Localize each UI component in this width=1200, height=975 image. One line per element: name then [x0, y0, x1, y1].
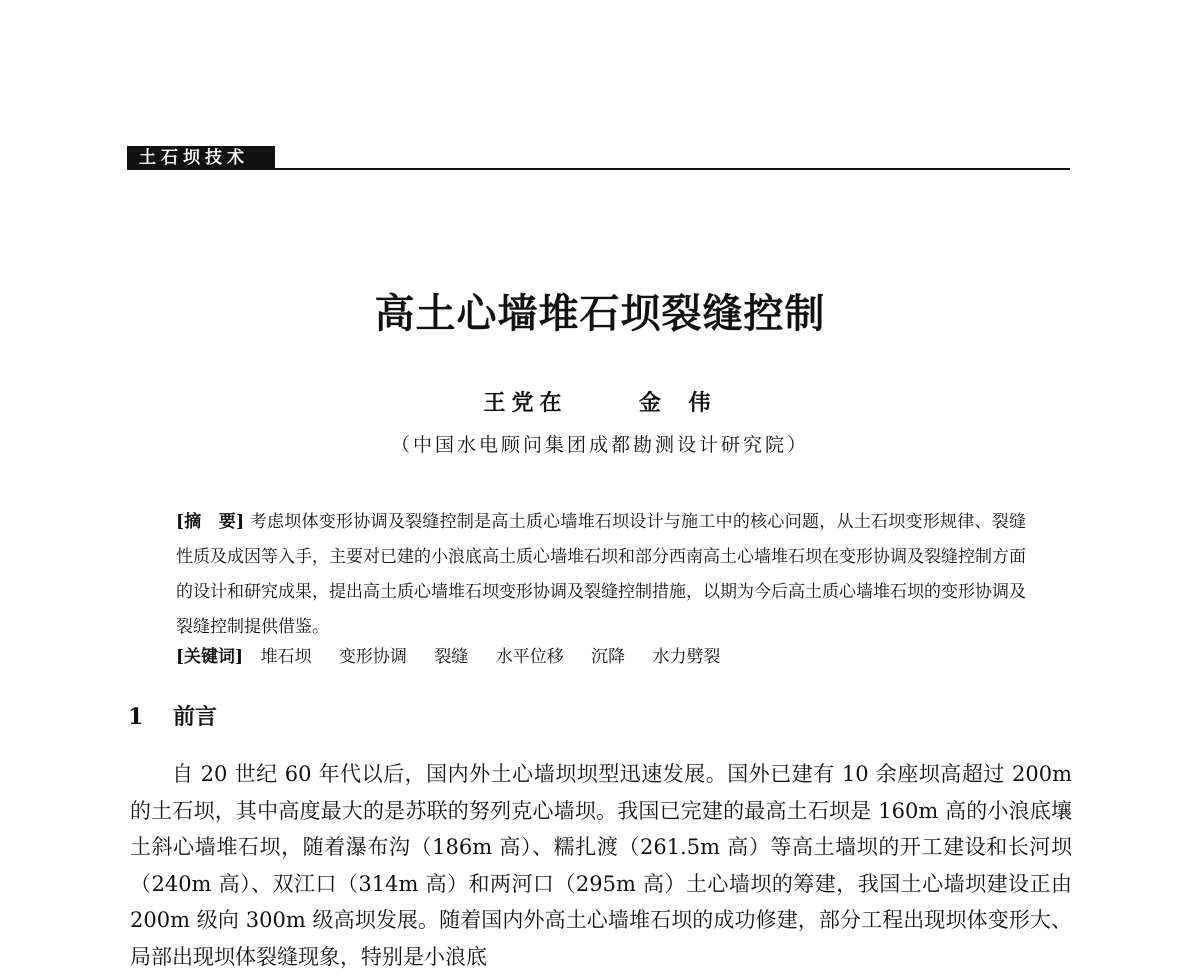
section-tag: 土石坝技术 [127, 146, 275, 170]
body-paragraph: 自 20 世纪 60 年代以后，国内外土心墙坝坝型迅速发展。国外已建有 10 余座坝高超过 200m 的土石坝，其中高度最大的是苏联的努列克心墙坝。我国已完建的最高土石坝是 160m 高的小浪底壤土斜心墙堆石坝，随着瀑布沟（186m 高）、糯扎渡（261.5m 高）等高土墙坝的开工建设和长河坝（240m 高）、双江口（314m 高）和两河口（295m 高）土心墙坝的筹建，我国土心墙坝建设正由 200m 级向 300m 级高坝发展。随着国内外高土心墙堆石坝的成功修建，部分工程出现坝体变形大、局部出现坝体裂缝现象，特别是小浪底 [130, 762, 1072, 969]
keywords [176, 643, 743, 671]
abstract-text: 考虑坝体变形协调及裂缝控制是高土质心墙堆石坝设计与施工中的核心问题，从土石坝变形规律、裂缝性质及成因等入手，主要对已建的小浪底高土质心墙堆石坝和部分西南高土心墙堆石坝在变形协调及裂缝控制方面的设计和研究成果，提出高土质心墙堆石坝变形协调及裂缝控制措施，以期为今后高土质心墙堆石坝的变形协调及裂缝控制提供借鉴。 [176, 512, 1027, 637]
abstract-label: [摘 要] [176, 512, 245, 532]
keyword: 水力劈裂 [652, 647, 721, 667]
paper-title: 高土心墙堆石坝裂缝控制 [374, 290, 826, 337]
keyword: 堆石坝 [260, 647, 312, 667]
keyword: 水平位移 [495, 647, 564, 667]
author-2: 金 伟 [638, 390, 717, 416]
author-1: 王党在 [483, 390, 568, 416]
affiliation: （中国水电顾问集团成都勘测设计研究院） [390, 434, 809, 456]
keyword: 沉降 [591, 647, 626, 667]
abstract [176, 505, 1026, 645]
authors [0, 386, 1200, 417]
section-heading [128, 700, 217, 731]
section-number: 1 [128, 704, 144, 730]
keywords-label: [关键词] [176, 647, 244, 667]
keyword: 变形协调 [338, 647, 407, 667]
keyword: 裂缝 [434, 647, 469, 667]
section-title: 前言 [172, 704, 217, 730]
